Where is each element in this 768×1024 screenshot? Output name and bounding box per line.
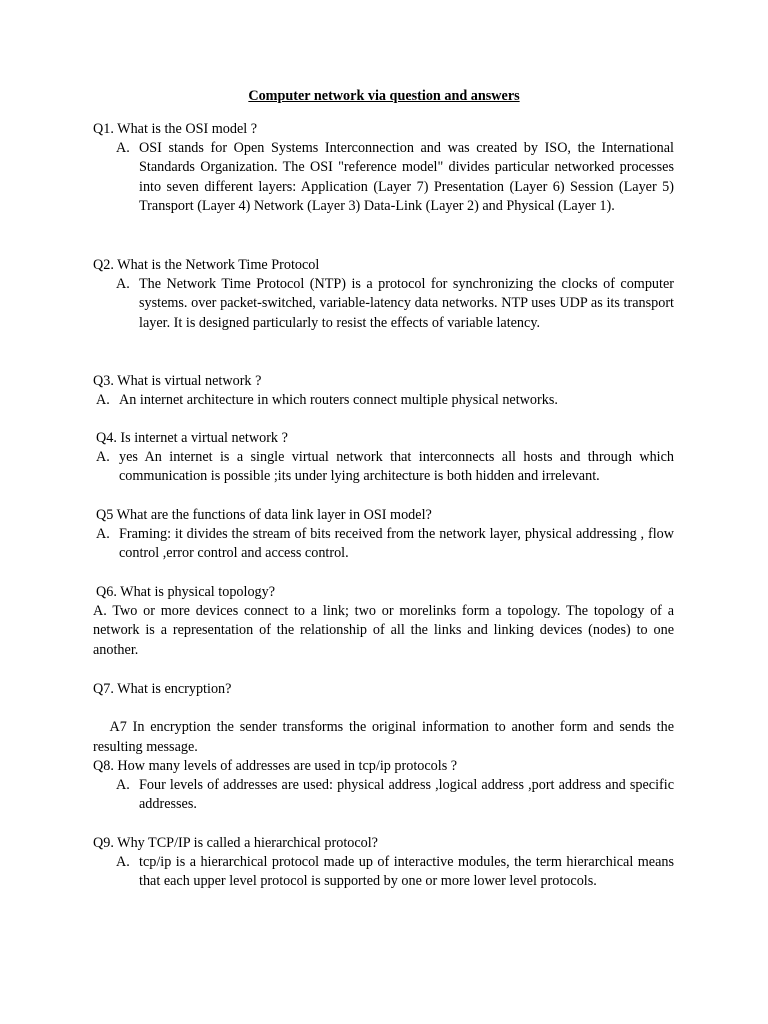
answer-marker: A.: [96, 526, 110, 542]
answer-text: Framing: it divides the stream of bits received from the network layer, physical addressing , flow control ,error control and access control.: [119, 526, 674, 562]
answer-2: [116, 275, 674, 333]
answer-text: tcp/ip is a hierarchical protocol made up of interactive modules, the term hierarchical means that each upper level protocol is supported by one or more lower level protocols.: [139, 854, 674, 890]
question-5: Q5 What are the functions of data link layer in OSI model?: [96, 507, 432, 523]
answer-text: An internet architecture in which routers connect multiple physical networks.: [119, 392, 558, 408]
question-6: Q6. What is physical topology?: [96, 584, 276, 600]
answer-7: [93, 699, 678, 757]
question-9: Q9. Why TCP/IP is called a hierarchical protocol?: [93, 835, 378, 851]
question-4: Q4. Is internet a virtual network ?: [96, 430, 288, 446]
answer-text: Four levels of addresses are used: physical address ,logical address ,port address and specific addresses.: [139, 777, 674, 813]
answer-5: [96, 525, 674, 564]
answer-marker: A.: [116, 777, 130, 793]
answer-marker: A.: [116, 140, 130, 156]
answer-text: A7 In encryption the sender transforms the original information to another form and sends the resulting message.: [93, 719, 678, 755]
answer-marker: A.: [96, 449, 110, 465]
answer-marker: A.: [96, 392, 110, 408]
answer-8: [116, 776, 674, 815]
answer-text: yes An internet is a single virtual network that interconnects all hosts and through which communication is possible ;its under lying architecture is both hidden and irrelevant.: [119, 449, 674, 485]
question-8: Q8. How many levels of addresses are used in tcp/ip protocols ?: [93, 758, 458, 774]
answer-text: The Network Time Protocol (NTP) is a protocol for synchronizing the clocks of computer systems. over packet-switched, variable-latency data networks. NTP uses UDP as its transport layer. It is designed particularly to resist the effects of variable latency.: [139, 276, 674, 331]
answer-marker: A.: [116, 276, 130, 292]
answer-6: [93, 602, 674, 660]
question-1: Q1. What is the OSI model ?: [93, 121, 258, 137]
answer-9: [116, 853, 674, 892]
document-title: Computer network via question and answers: [248, 88, 520, 104]
answer-text: A. Two or more devices connect to a link; two or morelinks form a topology. The topology of a network is a representation of the relationship of all the links and linking devices (nodes) to one another.: [93, 603, 674, 658]
answer-marker: A.: [116, 854, 130, 870]
answer-3: [96, 391, 674, 410]
question-2: Q2. What is the Network Time Protocol: [93, 257, 320, 273]
answer-1: [116, 139, 674, 216]
question-3: Q3. What is virtual network ?: [93, 373, 262, 389]
answer-text: OSI stands for Open Systems Interconnection and was created by ISO, the International Standards Organization. The OSI "reference model" divides particular networked processes into seven different layers: Application (Layer 7) Presentation (Layer 6) Session (Layer 5) Transport (Layer 4) Network (Layer 3) Data-Link (Layer 2) and Physical (Layer 1).: [139, 140, 674, 214]
question-7: Q7. What is encryption?: [93, 681, 232, 697]
answer-4: [96, 448, 674, 487]
